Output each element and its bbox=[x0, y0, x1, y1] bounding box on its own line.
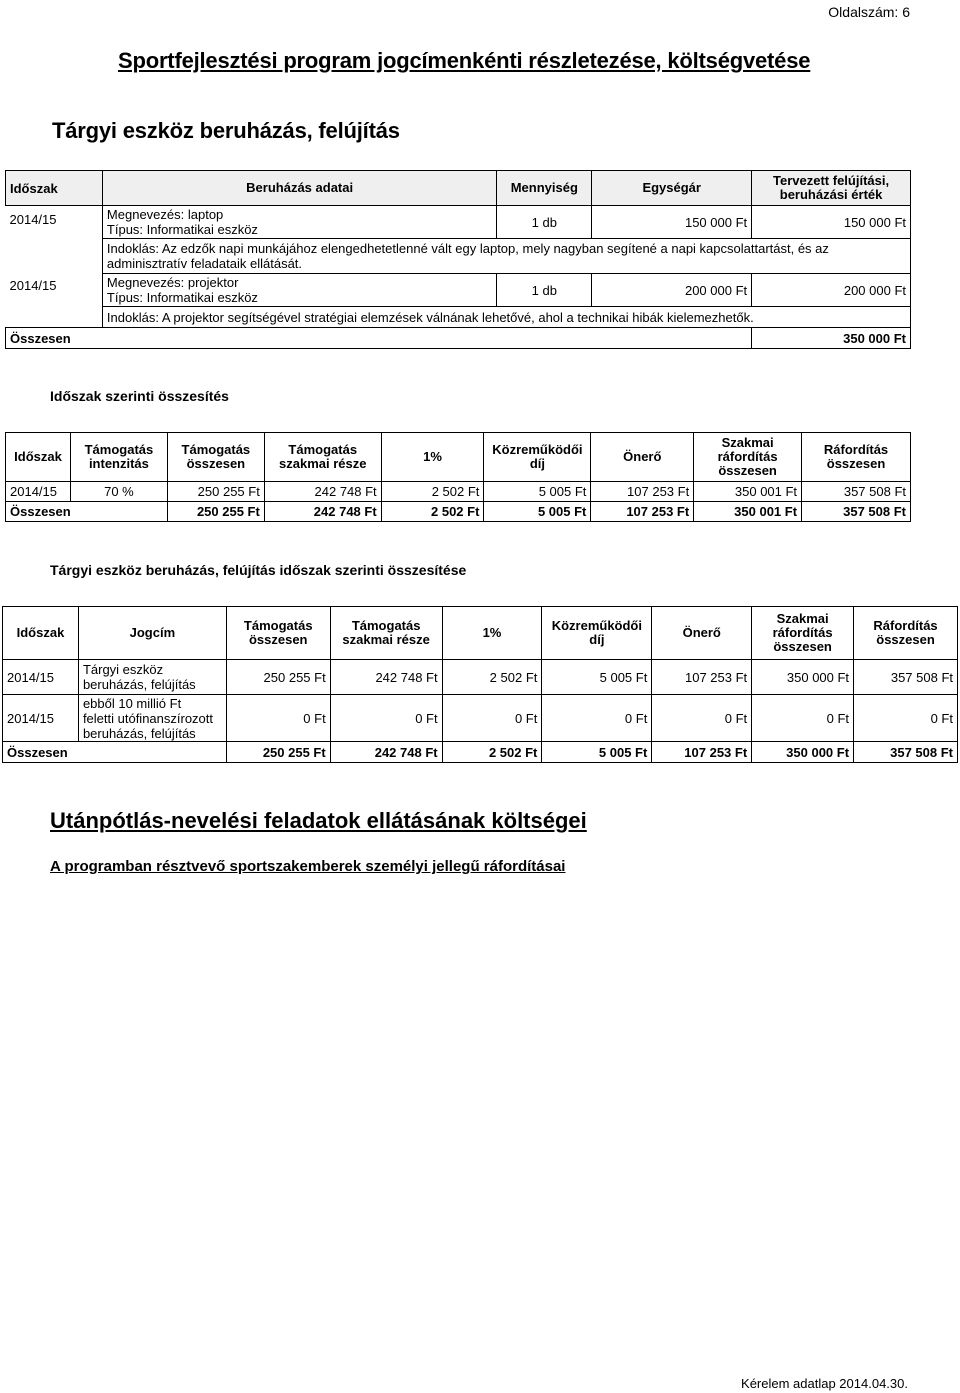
header-prof-line2: szakmai része bbox=[342, 632, 430, 647]
header-exp-line2: összesen bbox=[876, 632, 935, 647]
cell-fee: 5 005 Ft bbox=[542, 660, 652, 695]
cell-period: 2014/15 bbox=[3, 660, 79, 695]
header-exp-line2: összesen bbox=[826, 456, 886, 471]
row-description bbox=[102, 206, 496, 239]
total-support: 250 255 Ft bbox=[226, 742, 330, 763]
cell-support: 0 Ft bbox=[226, 695, 330, 742]
total-own: 107 253 Ft bbox=[652, 742, 752, 763]
cell-title-line3: beruházás, felújítás bbox=[82, 725, 196, 741]
total-prof: 242 748 Ft bbox=[330, 742, 442, 763]
table-row bbox=[6, 274, 911, 307]
table-row bbox=[3, 695, 958, 742]
cell-pct: 0 Ft bbox=[442, 695, 542, 742]
header-title: Jogcím bbox=[78, 607, 226, 660]
row-type: Típus: Informatikai eszköz bbox=[106, 222, 258, 237]
header-period: Időszak bbox=[3, 607, 79, 660]
header-prof-line1: Támogatás bbox=[288, 442, 358, 457]
header-expense-total bbox=[854, 607, 958, 660]
total-exp: 357 508 Ft bbox=[802, 502, 911, 522]
cell-fee: 5 005 Ft bbox=[484, 482, 591, 502]
row-type: Típus: Informatikai eszköz bbox=[106, 290, 258, 305]
row-quantity: 1 db bbox=[497, 206, 592, 239]
period-summary-title: Időszak szerinti összesítés bbox=[50, 388, 229, 404]
page-number: Oldalszám: 6 bbox=[828, 4, 910, 20]
header-quantity: Mennyiség bbox=[497, 171, 592, 206]
cell-prof: 0 Ft bbox=[330, 695, 442, 742]
investment-total-row bbox=[6, 328, 911, 349]
table-row bbox=[3, 660, 958, 695]
row-reason: Indoklás: Az edzők napi munkájához elengedhetetlenné vált egy laptop, mely nagyban segítené a napi kapcsolattartást, és az adminisztratív feladataik ellátását. bbox=[102, 239, 910, 274]
cell-own: 107 253 Ft bbox=[652, 660, 752, 695]
header-agent-fee bbox=[484, 433, 591, 482]
total-label: Összesen bbox=[3, 742, 227, 763]
header-support-line2: összesen bbox=[186, 456, 246, 471]
cell-own: 0 Ft bbox=[652, 695, 752, 742]
section2-title: Utánpótlás-nevelési feladatok ellátásának költségei bbox=[50, 808, 587, 833]
row-period: 2014/15 bbox=[9, 212, 57, 227]
header-agent-fee bbox=[542, 607, 652, 660]
header-support-professional bbox=[264, 433, 381, 482]
cell-own: 107 253 Ft bbox=[591, 482, 694, 502]
row-value: 200 000 Ft bbox=[752, 274, 911, 307]
asset-summary-table bbox=[2, 606, 958, 763]
row-name: Megnevezés: projektor bbox=[106, 275, 239, 290]
header-profexp-line2: ráfordítás bbox=[772, 625, 833, 640]
total-prof: 242 748 Ft bbox=[264, 502, 381, 522]
header-planned-value bbox=[752, 171, 911, 206]
header-planned-value-line1: Tervezett felújítási, bbox=[773, 173, 890, 188]
main-title: Sportfejlesztési program jogcímenkénti részletezése, költségvetése bbox=[118, 48, 811, 73]
cell-title bbox=[78, 660, 226, 695]
header-fee-line2: díj bbox=[529, 456, 545, 471]
cell-intensity: 70 % bbox=[70, 482, 167, 502]
total-profexp: 350 001 Ft bbox=[694, 502, 802, 522]
cell-period: 2014/15 bbox=[6, 482, 71, 502]
header-profexp-line1: Szakmai bbox=[776, 611, 829, 626]
header-own-funds: Önerő bbox=[591, 433, 694, 482]
table-row bbox=[6, 482, 911, 502]
cell-title-line1: ebből 10 millió Ft bbox=[82, 695, 182, 711]
row-unit-price: 150 000 Ft bbox=[592, 206, 752, 239]
header-fee-line1: Közreműködői bbox=[492, 442, 583, 457]
total-fee: 5 005 Ft bbox=[484, 502, 591, 522]
total-exp: 357 508 Ft bbox=[854, 742, 958, 763]
summary-total-row bbox=[3, 742, 958, 763]
header-fee-line1: Közreműködői bbox=[551, 618, 642, 633]
cell-exp: 0 Ft bbox=[854, 695, 958, 742]
row-period: 2014/15 bbox=[9, 277, 57, 293]
header-profexp-line1: Szakmai bbox=[721, 435, 774, 450]
total-label: Összesen bbox=[6, 502, 168, 522]
header-professional-expense bbox=[694, 433, 802, 482]
cell-profexp: 350 001 Ft bbox=[694, 482, 802, 502]
header-support-line1: Támogatás bbox=[243, 618, 313, 633]
header-investment-data: Beruházás adatai bbox=[102, 171, 496, 206]
total-pct: 2 502 Ft bbox=[442, 742, 542, 763]
cell-support: 250 255 Ft bbox=[226, 660, 330, 695]
header-support-line1: Támogatás bbox=[181, 442, 251, 457]
section-title: Tárgyi eszköz beruházás, felújítás bbox=[52, 118, 400, 143]
summary-header-row bbox=[6, 433, 911, 482]
cell-support: 250 255 Ft bbox=[167, 482, 264, 502]
cell-title-line1: Tárgyi eszköz bbox=[82, 662, 164, 677]
header-planned-value-line2: beruházási érték bbox=[779, 187, 883, 202]
period-summary-table bbox=[5, 432, 911, 522]
header-exp-line1: Ráfordítás bbox=[823, 442, 889, 457]
table-row bbox=[6, 206, 911, 239]
header-one-percent: 1% bbox=[442, 607, 542, 660]
cell-exp: 357 508 Ft bbox=[854, 660, 958, 695]
cell-fee: 0 Ft bbox=[542, 695, 652, 742]
header-exp-line1: Ráfordítás bbox=[873, 618, 938, 633]
header-support-total bbox=[167, 433, 264, 482]
cell-pct: 2 502 Ft bbox=[381, 482, 484, 502]
cell-title bbox=[78, 695, 226, 742]
header-intensity-line1: Támogatás bbox=[84, 442, 154, 457]
header-support-total bbox=[226, 607, 330, 660]
total-fee: 5 005 Ft bbox=[542, 742, 652, 763]
cell-prof: 242 748 Ft bbox=[330, 660, 442, 695]
row-unit-price: 200 000 Ft bbox=[592, 274, 752, 307]
total-profexp: 350 000 Ft bbox=[752, 742, 854, 763]
header-period: Időszak bbox=[6, 171, 103, 206]
table-row-reason bbox=[6, 239, 911, 274]
table-row-reason bbox=[6, 307, 911, 328]
total-value: 350 000 Ft bbox=[752, 328, 911, 349]
summary-header-row bbox=[3, 607, 958, 660]
total-support: 250 255 Ft bbox=[167, 502, 264, 522]
row-reason: Indoklás: A projektor segítségével stratégiai elemzések válnának lehetővé, ahol a technikai hibák kielemezhetők. bbox=[102, 307, 910, 328]
row-description bbox=[102, 274, 496, 307]
cell-profexp: 0 Ft bbox=[752, 695, 854, 742]
row-name: Megnevezés: laptop bbox=[106, 207, 224, 222]
header-profexp-line2: ráfordítás bbox=[717, 449, 778, 464]
header-fee-line2: díj bbox=[589, 632, 605, 647]
header-own-funds: Önerő bbox=[652, 607, 752, 660]
cell-pct: 2 502 Ft bbox=[442, 660, 542, 695]
total-pct: 2 502 Ft bbox=[381, 502, 484, 522]
header-prof-line2: szakmai része bbox=[279, 456, 367, 471]
section2-subtitle: A programban résztvevő sportszakemberek személyi jellegű ráfordításai bbox=[50, 858, 566, 875]
header-expense-total bbox=[802, 433, 911, 482]
asset-summary-title: Tárgyi eszköz beruházás, felújítás időszak szerinti összesítése bbox=[50, 562, 467, 578]
header-support-line2: összesen bbox=[248, 632, 308, 647]
cell-prof: 242 748 Ft bbox=[264, 482, 381, 502]
investment-header-row bbox=[6, 171, 911, 206]
header-intensity-line2: intenzitás bbox=[88, 456, 149, 471]
row-value: 150 000 Ft bbox=[752, 206, 911, 239]
cell-profexp: 350 000 Ft bbox=[752, 660, 854, 695]
cell-title-line2: beruházás, felújítás bbox=[82, 677, 196, 692]
header-support-professional bbox=[330, 607, 442, 660]
header-profexp-line3: összesen bbox=[718, 463, 777, 478]
total-label: Összesen bbox=[6, 328, 752, 349]
header-period: Időszak bbox=[6, 433, 71, 482]
header-one-percent: 1% bbox=[381, 433, 484, 482]
total-own: 107 253 Ft bbox=[591, 502, 694, 522]
header-profexp-line3: összesen bbox=[773, 639, 832, 654]
footer: Kérelem adatlap 2014.04.30. bbox=[741, 1376, 908, 1391]
cell-exp: 357 508 Ft bbox=[802, 482, 911, 502]
header-prof-line1: Támogatás bbox=[351, 618, 421, 633]
cell-period: 2014/15 bbox=[3, 695, 79, 742]
header-professional-expense bbox=[752, 607, 854, 660]
header-intensity bbox=[70, 433, 167, 482]
investment-table bbox=[5, 170, 911, 349]
cell-title-line2: feletti utófinanszírozott bbox=[82, 710, 214, 726]
summary-total-row bbox=[6, 502, 911, 522]
header-unit-price: Egységár bbox=[592, 171, 752, 206]
row-quantity: 1 db bbox=[497, 274, 592, 307]
